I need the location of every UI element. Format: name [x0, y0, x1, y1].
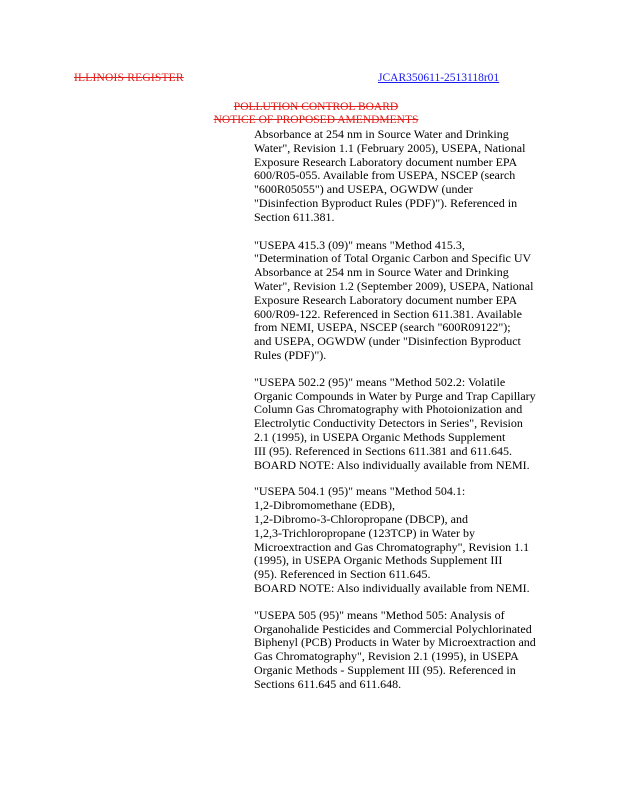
definition-paragraph — [254, 128, 584, 225]
text-line: Water", Revision 1.1 (February 2005), USEPA, National — [254, 140, 526, 155]
text-line: "USEPA 504.1 (95)" means "Method 504.1: — [254, 484, 466, 499]
text-line: Water", Revision 1.2 (September 2009), USEPA, National — [254, 278, 534, 293]
definition-paragraph — [254, 376, 584, 473]
text-line: "600R05055") and USEPA, OGWDW (under — [254, 182, 473, 197]
text-line: 600/R09-122. Referenced in Section 611.381. Available — [254, 306, 522, 321]
text-line: Section 611.381. — [254, 209, 335, 224]
text-line: "Determination of Total Organic Carbon and Specific UV — [254, 251, 532, 266]
text-line: 1,2-Dibromomethane (EDB), — [254, 498, 395, 513]
text-line: 600/R05-055. Available from USEPA, NSCEP (search — [254, 168, 516, 183]
text-line: Biphenyl (PCB) Products in Water by Microextraction and — [254, 635, 536, 650]
text-line: Electrolytic Conductivity Detectors in Series", Revision — [254, 416, 523, 431]
text-line: Organic Methods - Supplement III (95). Referenced in — [254, 662, 516, 677]
text-line: Column Gas Chromatography with Photoionization and — [254, 402, 523, 417]
agency-title: POLLUTION CONTROL BOARD — [233, 101, 399, 113]
text-line: 1,2-Dibromo-3-Chloropropane (DBCP), and — [254, 511, 468, 526]
text-line: BOARD NOTE: Also individually available from NEMI. — [254, 580, 530, 595]
text-line: Exposure Research Laboratory document number EPA — [254, 292, 518, 307]
document-id: JCAR350611-2513118r01 — [378, 72, 500, 84]
text-line: (1995), in USEPA Organic Methods Supplement III — [254, 553, 503, 568]
definition-paragraph — [254, 239, 584, 363]
text-line: "USEPA 415.3 (09)" means "Method 415.3, — [254, 237, 465, 252]
text-line: III (95). Referenced in Sections 611.381 and 611.645. — [254, 443, 513, 458]
text-line: Organic Compounds in Water by Purge and Trap Capillary — [254, 388, 536, 403]
text-line: Gas Chromatography", Revision 2.1 (1995), in USEPA — [254, 649, 519, 664]
text-line: Microextraction and Gas Chromatography", Revision 1.1 — [254, 539, 530, 554]
definition-paragraph — [254, 485, 584, 595]
text-line: BOARD NOTE: Also individually available from NEMI. — [254, 457, 530, 472]
text-line: 1,2,3-Trichloropropane (123TCP) in Water by — [254, 525, 476, 540]
text-line: and USEPA, OGWDW (under "Disinfection Byproduct — [254, 334, 521, 349]
definition-paragraph — [254, 609, 584, 692]
text-line: from NEMI, USEPA, NSCEP (search "600R09122"); — [254, 320, 511, 335]
text-line: "USEPA 502.2 (95)" means "Method 502.2: Volatile — [254, 374, 506, 389]
document-body — [254, 128, 584, 704]
text-line: Sections 611.645 and 611.648. — [254, 676, 402, 691]
register-header: ILLINOIS REGISTER — [74, 72, 184, 84]
text-line: Exposure Research Laboratory document number EPA — [254, 154, 518, 169]
text-line: Absorbance at 254 nm in Source Water and Drinking — [254, 265, 509, 280]
text-line: Rules (PDF)"). — [254, 347, 327, 362]
notice-title: NOTICE OF PROPOSED AMENDMENTS — [213, 114, 419, 126]
text-line: Organohalide Pesticides and Commercial Polychlorinated — [254, 621, 532, 636]
text-line: (95). Referenced in Section 611.645. — [254, 567, 431, 582]
text-line: 2.1 (1995), in USEPA Organic Methods Supplement — [254, 429, 506, 444]
text-line: Absorbance at 254 nm in Source Water and Drinking — [254, 127, 509, 141]
text-line: "Disinfection Byproduct Rules (PDF)"). Referenced in — [254, 195, 518, 210]
text-line: "USEPA 505 (95)" means "Method 505: Analysis of — [254, 607, 505, 622]
